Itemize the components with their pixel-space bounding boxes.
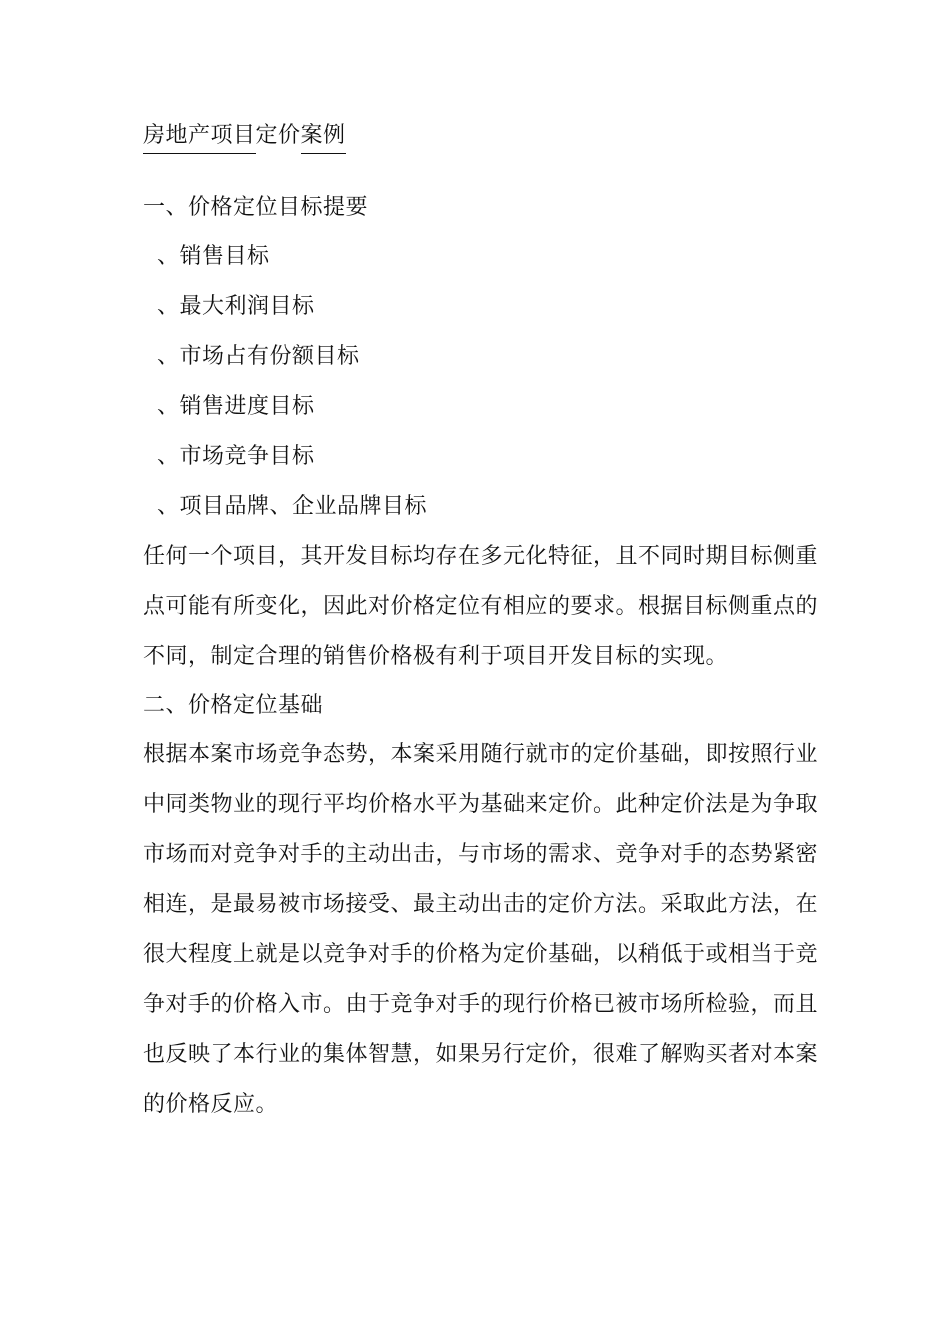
title-part-2: 定价: [255, 123, 301, 148]
section2-paragraph-line: 根据本案市场竞争态势，本案采用随行就市的定价基础，即按照行业: [143, 742, 819, 767]
section2-paragraph-line: 相连，是最易被市场接受、最主动出击的定价方法。采取此方法，在: [143, 892, 819, 917]
title-underlined-part-3: 案例: [301, 120, 346, 154]
title-underlined-part-1: 房地产项目: [143, 120, 256, 154]
section2-heading: 二、价格定位基础: [143, 693, 324, 718]
section1-item: 、项目品牌、企业品牌目标: [157, 494, 428, 519]
section2-paragraph-line: 市场而对竞争对手的主动出击，与市场的需求、竞争对手的态势紧密: [143, 842, 819, 867]
section1-heading: 一、价格定位目标提要: [143, 195, 369, 220]
section2-paragraph-line: 也反映了本行业的集体智慧，如果另行定价，很难了解购买者对本案: [143, 1042, 819, 1067]
section1-paragraph-line: 任何一个项目，其开发目标均存在多元化特征，且不同时期目标侧重: [143, 544, 819, 569]
section1-paragraph-line: 不同，制定合理的销售价格极有利于项目开发目标的实现。: [143, 644, 729, 669]
section1-item: 、最大利润目标: [157, 294, 315, 319]
section1-item: 、市场竞争目标: [157, 444, 315, 469]
section1-paragraph-line: 点可能有所变化，因此对价格定位有相应的要求。根据目标侧重点的: [143, 594, 819, 619]
section1-item: 、市场占有份额目标: [157, 344, 360, 369]
document-title: [143, 120, 346, 154]
section1-item: 、销售进度目标: [157, 394, 315, 419]
section2-paragraph-line: 很大程度上就是以竞争对手的价格为定价基础，以稍低于或相当于竞: [143, 942, 819, 967]
section2-paragraph-line: 的价格反应。: [143, 1092, 279, 1117]
section2-paragraph-line: 争对手的价格入市。由于竞争对手的现行价格已被市场所检验，而且: [143, 992, 819, 1017]
section2-paragraph-line: 中同类物业的现行平均价格水平为基础来定价。此种定价法是为争取: [143, 792, 819, 817]
section1-item: 、销售目标: [157, 244, 270, 269]
